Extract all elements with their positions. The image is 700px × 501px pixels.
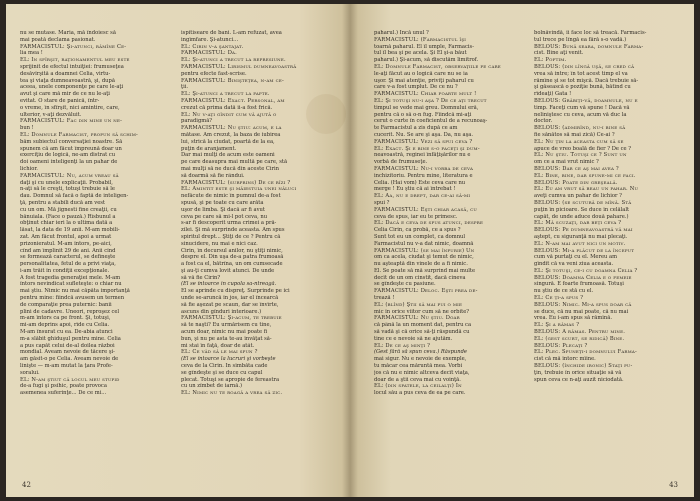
text-line: EL: (din spatele, la ceilalţi) În: [374, 383, 462, 390]
text-line: EL: (gest scurt, se ridică) Bine.: [534, 335, 625, 342]
text-line: ispitiseare de bani. L-am refuzat, avea: [181, 30, 282, 36]
text-line: FARMACISTUL: Da.: [181, 50, 237, 57]
text-line: EL: Cirin v-a şantajat.: [181, 43, 244, 50]
text-line: EL: Bine, bine, dar spune-mi ce faci.: [534, 172, 636, 179]
text-line: spunem că am făcut împreună doar un: [20, 145, 122, 152]
text-line: sinucidere, nu mai e nici caz.: [181, 240, 258, 247]
text-line: te Farmacistul a zis după ce am: [374, 125, 458, 132]
text-line: Celia Cirin, ca probă, ce a spus ?: [374, 227, 461, 234]
text-line: nefăcute de nimic în pumnul de-a fost: [181, 193, 281, 200]
text-line: fie sănătos să mai zică) Ce-ai ?: [534, 131, 615, 138]
text-line: s-ar fi descoperit urma crimei a pră-: [181, 220, 277, 227]
text-line: FARMACISTUL: (surprins) De ce rîzi ?: [181, 179, 291, 186]
text-line: cist că mă întorc mîine.: [534, 356, 596, 363]
text-line: BELOUS: Doamna Celia e o femeie: [534, 274, 632, 281]
text-line: toarnă paharul. El îl umple, Farmacis-: [374, 43, 474, 50]
text-line: M-am însurat cu ea. De-abia atunci: [20, 329, 113, 336]
text-line: şi au-ţi cumva lovit atunci. De unde: [181, 267, 275, 274]
text-line: a fost ca el, bătrîna, un om cumsecade: [181, 261, 283, 268]
text-line: i-am trăit în condiţii excepţionale.: [20, 267, 110, 274]
text-line: soralui.: [20, 369, 40, 376]
text-line: să doarmă să fie rândui.: [181, 172, 245, 179]
text-line: doi oameni inteligenţi la un pahar de: [20, 159, 118, 166]
text-line: Cirin, în decursul anilor, nu ştiţi nimic,: [181, 247, 283, 254]
text-line: trează !: [374, 295, 395, 302]
right-page-column-1: [374, 30, 524, 473]
text-line: FARMACISTUL: Nu, acum vreau să: [20, 172, 119, 179]
text-line: mi-am deprins apoi, rîde cu Celia.: [20, 322, 110, 329]
text-line: m-am întors ca pe front. Şi, totuşi,: [20, 315, 111, 322]
text-line: plecat. Totuşi se apropie de fereastra: [181, 376, 280, 383]
text-line: ceva de la Cirin. În sîmbăta cade: [181, 363, 268, 370]
text-line: să te naşti? Eu urmărisem cu tine,: [181, 322, 272, 329]
text-line: bolnăvindă, îi face loc să treacă. Farmacis-: [534, 30, 647, 36]
text-line: paharul.) Încă unul ?: [374, 30, 429, 36]
text-line: EL: Poftim.: [534, 57, 567, 64]
text-line: EL: N-am mai avut nici un motiv.: [534, 240, 626, 247]
text-line: să fie aşezat pe scaun, dar se învîrte,: [181, 301, 279, 308]
book-spread: [6, 4, 694, 497]
text-line: spun ceva ce n-aţi auzit niciodată.: [534, 376, 624, 383]
text-line: vorbă de frumuseţe.: [374, 159, 428, 166]
text-line: mai mulţi să ne ducă din aceste Cirin: [181, 165, 280, 172]
text-line: ascuns din gînduri interioare.): [181, 308, 262, 315]
text-line: BELOUS: (admirînd, nu-i bine să: [534, 125, 626, 132]
text-line: doctor.: [534, 118, 553, 125]
text-line: lui, strică la ciudat, poartă de la ea,: [181, 138, 275, 145]
text-line: se gîndeşte şi se duce cu capul: [181, 369, 263, 376]
text-line: inchizitoriu. Pentru mine, literatura e: [374, 172, 473, 179]
right-page-number: 43: [669, 481, 678, 489]
text-line: ţă, pentru a stabili ducă am vest: [20, 199, 106, 206]
text-line: (El se întoarce în cupola sa-ntreagă.: [181, 281, 277, 288]
text-line: desăvîrşită a doamnei Celia, virtu-: [20, 70, 111, 77]
text-line: FARMACISTUL: Nu ştiu: acum, e la: [181, 125, 282, 132]
text-line: pe care deasupra mai multă pe care, stă: [181, 159, 288, 166]
text-line: BELOUS: (se scutură de mînă. Stă: [534, 199, 632, 206]
right-page-column-2: [534, 30, 684, 473]
text-line: timp. Faceţi cum vă spune ! Dacă vă: [534, 104, 630, 111]
text-line: FARMACISTUL: Nu ştiu. Doar: [374, 315, 460, 322]
text-line: FARMACISTUL: Chiar foarte mult !: [374, 91, 477, 98]
text-line: lăsat, la data de 19 anii. M-am mobili-: [20, 227, 120, 234]
text-line: EL: Şi-atunci a trecut la fapte.: [181, 91, 270, 98]
text-line: zat. Am făcut frontul, apoi a urmat: [20, 233, 112, 240]
text-line: tul trece pe lîngă ea fără s-o vadă.): [534, 36, 627, 43]
text-line: asemenea suferinţe... De ce mi...: [20, 390, 107, 397]
text-line: dau. Domnul să facă o faptă de inteligen-: [20, 193, 129, 200]
text-line: EL: Dacă e ceva de spus atunci, despre: [374, 220, 484, 227]
text-line: se duce, că nu mai poate, că nu mai: [534, 308, 629, 315]
text-line: m-a slăbit ghiduşul pentru mine. Celia: [20, 335, 121, 342]
text-line: A fost tragedia generaţiei mele. M-am: [20, 274, 121, 281]
text-line: despre el. Din uşa de-a patra frumoasă: [181, 254, 284, 261]
text-line: FARMACISTUL: Exact. Personal, am: [181, 97, 285, 104]
text-line: FARMACISTUL: (Farmacistul îşi: [374, 36, 467, 43]
text-line: nu aşteaptă din vinele de a fi nimic.: [374, 261, 468, 268]
text-line: linişte — m-am mutat la ţara Profe-: [20, 363, 113, 370]
text-line: cu un om. Mă jignesti fine creaţii, cu: [20, 206, 117, 213]
text-line: EL: De ce aş minţi ?: [374, 342, 431, 349]
text-line: El. Se poate să mă surprind mai multe: [374, 267, 476, 274]
text-line: locul său a pus ceva de ea pe care.: [374, 390, 466, 397]
text-line: cucerit. Nu. Se are şi aşa. Da, nu aşa.: [374, 131, 473, 138]
text-line: FARMACISTUL: Şi-acum, te trebuie: [181, 315, 282, 322]
text-line: EL: N-am ştiut că locul meu stupid: [20, 376, 120, 383]
text-line: BELOUS: Plecaţi ?: [534, 342, 588, 349]
text-line: apuce de vreo boală de fier ? De ce ?: [534, 145, 632, 152]
left-page-columns: [20, 30, 332, 473]
text-line: EL: Nimic nu te roagă a vrea să zic.: [181, 390, 283, 397]
text-line: EL: Exact. Şi e bine s-o faceţi şi dum-: [374, 145, 480, 152]
text-line: pentru efecte fast-scrise.: [181, 70, 247, 77]
text-line: tea şi viaţa dumneavoastră, şi, după: [20, 77, 115, 84]
text-line: EL: Amintit este şi măiestuia unei năluci: [181, 186, 297, 193]
text-line: le-aţi făcut au o logică care nu se ia: [374, 70, 468, 77]
text-line: spusă, şi pe toate cu care arăta: [181, 199, 264, 206]
text-line: cum vă purtaţi cu el. Mereu am: [534, 254, 618, 261]
text-line: doar de a ştii ceva mai cu voinţă.: [374, 376, 461, 383]
text-line: om ce a mai vrut nimic ?: [534, 159, 599, 166]
text-line: întors nevindicat sufleteşte: o chiar nu: [20, 281, 122, 288]
text-line: El se aprinde cu dispreţ. Surprinde pe ici: [181, 288, 290, 295]
text-line: decît de un om cinstit, dacă cineva: [374, 274, 466, 281]
text-line: exerciţiu de logică, ne-am distrat cu: [20, 152, 116, 159]
text-line: BELOUS: Bună seara, domnule Farma-: [534, 43, 644, 50]
text-line: aceea, unele componenţe pe care le-aţi: [20, 84, 124, 91]
right-page-columns: [374, 30, 684, 473]
text-line: n-aţi să le creşti, totuşi trebuie să le: [20, 186, 115, 193]
text-line: FARMACISTUL: Binişteţea, n-am ce-: [181, 77, 284, 84]
text-line: BELOUS: Dar ce aş mai avea ?: [534, 165, 619, 172]
text-line: uşor. Şi mai atenţie, priviţi paharul cu: [374, 77, 474, 84]
text-line: băm subiectul conversaţiei noastre. Să: [20, 138, 123, 145]
left-page-column-1: [20, 30, 171, 473]
text-line: neavoastră, reginei înfăţişărilor nu e: [374, 152, 471, 159]
text-line: FARMACISTUL: Vezi să spui ceva ?: [374, 138, 473, 145]
text-line: FARMACISTUL: Fac din mine un ne-: [20, 118, 123, 125]
left-page: [6, 4, 350, 497]
text-line: personalitatea, fetul de a privi viaţa,: [20, 261, 116, 268]
text-line: EL: Mă scuzaţi, dar beţi ceva ?: [534, 220, 622, 227]
text-line: Farmacistul nu v-a dat nimic, doamnă: [374, 240, 474, 247]
text-line: FARMACISTUL: (se mai înfurie) Un: [374, 247, 475, 254]
text-line: ceva de spus, iar eu te primesc.: [374, 213, 458, 220]
text-line: rămîne şi se tot mişcă. Dacă trebuie să-: [534, 77, 639, 84]
text-line: EL: Eu am vrut să beau un pahar. Nu: [534, 186, 639, 193]
left-page-number: 42: [22, 481, 31, 489]
text-line: puţin în picioare. Se duce în celălalt: [534, 206, 630, 213]
text-line: vrea să intre; în tot acest timp el va: [534, 70, 628, 77]
text-line: EL: (blînd) Ştii să mai pui o mie: [374, 301, 463, 308]
text-line: acum doar, nimic nu mai poate fi: [181, 329, 268, 336]
text-line: spiritul drept... Ştiţi de ce ? Pentru că: [181, 233, 281, 240]
text-line: mai ştiu. Nimic nu mai căpăta importanţă: [20, 288, 130, 295]
text-line: am găsit-o pe Celia. Aveam nevoie de: [20, 356, 119, 363]
text-line: paharul.) Şi-acum, să discutăm limitrof.: [374, 57, 479, 64]
text-line: paradigmă?: [181, 118, 213, 125]
text-line: uşor de limba. Şi dacă ar fi avut: [181, 206, 265, 213]
text-line: mic în orice viitor cum să ne orbite?: [374, 308, 470, 315]
text-line: cînd am împlinit 29 de ani. Anii cînd: [20, 247, 116, 254]
text-line: EL: Nu v-aţi gîndit cum vă ajută o: [181, 111, 277, 118]
text-line: BELOUS: Pe dumneavoastră vă mai: [534, 227, 633, 234]
text-line: se gîndeşte cu pasiune.: [374, 281, 436, 288]
text-line: ţin, trebuie în orice situaţie să vă: [534, 369, 622, 376]
text-line: EL: Aa, nu e drept, dar ce-ai să-mi: [374, 193, 471, 200]
text-line: gîndit că va veni ziua aceasta.: [534, 261, 614, 268]
text-line: bun, şi nu pe asta te-au învăţat să-: [181, 335, 272, 342]
text-line: unde se-aruncă în jos, iar el încearcă: [181, 295, 279, 302]
text-line: sprijinit de efectul intuiţiei: frumuseţea: [20, 63, 124, 70]
text-line: nu se mutase. Maria, mă îndoiesc să: [20, 30, 116, 36]
text-line: capăt, de unde aduce două pahare.): [534, 213, 629, 220]
text-line: cist. Bine aţi venit.: [534, 50, 584, 57]
text-line: timpul se vede mai greu. Domnului eră,: [374, 104, 479, 111]
text-line: vrea. Eu i-am spus să rămînă.: [534, 315, 612, 322]
text-line: BELOUS: A rămas. Pentru mine.: [534, 329, 626, 336]
text-line: (Gest fără să spun ceva.) Răspunde: [374, 349, 467, 356]
text-line: pentru mine: fiindcă avusem un termen: [20, 295, 125, 302]
text-line: o vreme, în sfîrşit, nici amintire, care,: [20, 104, 120, 111]
text-line: FARMACISTUL: Nu-i vorba de ceva: [374, 165, 474, 172]
text-line: Celia. (Hai vom) Este ceva care nu: [374, 179, 466, 186]
text-line: bănuiala. (Face o pauză.) Rîsbunul a: [20, 213, 116, 220]
text-line: Sunt tot eu un complet, ca domnul: [374, 233, 466, 240]
text-line: BELOUS: Grăbiţi-vă, doamnule, nu e: [534, 97, 638, 104]
text-line: neliniştesc cu ceva, acum vă duc la: [534, 111, 627, 118]
text-line: nu ştiu de ce stă cu el.: [534, 288, 594, 295]
text-line: BELOUS: Nimic. Mi-a spus doar că: [534, 301, 632, 308]
text-line: ceva pe care să mi-l pot ceva, nu: [181, 213, 268, 220]
text-line: să vă fie Cirin?: [181, 274, 221, 281]
text-line: EL: Nu ştiu. Totuşi ce ? Sunt un: [534, 152, 627, 159]
text-line: puţin de aranjament.: [181, 145, 237, 152]
text-line: de-a fugi şi psihic, poate provoca: [20, 383, 107, 390]
text-line: EL: Domnule Farmacist, observaţiile pe care: [374, 63, 501, 70]
text-line: mai poată declama pasionat.: [20, 36, 96, 43]
text-line: EL: Domnule Farmacist, propun să schim-: [20, 131, 139, 138]
text-line: EL: Şi-atunci a trecut la represiune.: [181, 57, 286, 64]
text-line: mătase. Am crezut, la baza de iubirea: [181, 131, 281, 138]
text-line: aştept, cu siguranţă nu mai plecaţi.: [534, 233, 628, 240]
text-line: FARMACISTUL: Eşti chiar acasă, cu: [374, 206, 478, 213]
text-line: mondial. Aveam nevoie de tăcere şi-: [20, 349, 115, 356]
text-line: singură. E foarte frumoasă. Totuşi: [534, 281, 624, 288]
text-line: ulterior, v-aţi dezvăluit.: [20, 111, 82, 118]
text-line: cu un zîmbet de iarnă.): [181, 383, 243, 390]
text-line: care v-a fost umplut. De ce nu ?: [374, 84, 458, 91]
text-line: FARMACISTUL: Şi-atunci, rămîne Ce-: [20, 43, 127, 50]
text-line: EL: Şi totuşi nu-i aşa ? De ce aţi trecut: [374, 97, 487, 104]
text-line: EL: Nu ţin la aceasta cum să se: [534, 138, 624, 145]
text-line: EL: Şi a rămas ?: [534, 322, 580, 329]
text-line: de comparaţie prea puternic: banii: [20, 301, 112, 308]
text-line: BELOUS: Poate din greşeală.: [534, 179, 618, 186]
text-line: că până la un moment dat, pentru ca: [374, 322, 472, 329]
text-line: evitat. O stare de panică, într-: [20, 97, 100, 104]
text-line: BELOUS: Mi-a plăcut de la început: [534, 247, 635, 254]
left-page-column-2: [181, 30, 332, 473]
text-line: a pus capăt celui de-al doilea război: [20, 342, 115, 349]
text-line: şi găsească o poziţie bună, bătînd cu: [534, 84, 631, 91]
text-line: tu măcar cea măruntă mea. Vorbi: [374, 363, 463, 370]
text-line: (El se întoarce la lucruri şi vorbeşte: [181, 356, 276, 363]
text-line: EL: Şi totuşi, ce-i cu doamna Celia ?: [534, 267, 638, 274]
text-line: BELOUS: (închide ironic) Staţi pu-: [534, 363, 633, 370]
text-line: EL: Plec. Spuneţi-i domnului Farma-: [534, 349, 637, 356]
text-line: pentru că o să o-n fug. Fiindcă mi-aţi: [374, 111, 472, 118]
text-line: EL: În sfîrşit, raţionamentul meu este: [20, 57, 130, 64]
text-line: merge ! Eu ştiu că ai întrebat !: [374, 186, 456, 193]
text-line: FARMACISTUL: Lirismul dumneavoastră: [181, 63, 297, 70]
text-line: Dar mai mulţi de acum este oameni: [181, 152, 275, 159]
text-line: tine ce e nevoie să ne ajutăm.: [374, 335, 453, 342]
text-line: BELOUS: (din lîngă uşă, se cred că: [534, 63, 635, 70]
text-line: zilei. Şi mă surprinde aceasta. Am spus: [181, 227, 285, 234]
text-line: spui ?: [374, 199, 390, 206]
text-line: să vadă şi că orice să-ţi răspundă cu: [374, 329, 470, 336]
text-line: crezut că prima dată ii-a fost frică.: [181, 104, 273, 111]
text-line: lia mea !: [20, 50, 43, 57]
text-line: obţinut chiar ieri la o ultima dată a: [20, 220, 113, 227]
text-line: EL: Ce văd să le mai spun ?: [181, 349, 258, 356]
text-line: daţi şi cu unele explicaţii. Probabil,: [20, 179, 113, 186]
text-line: rîdeaţi) Gata !: [534, 91, 572, 98]
text-line: bun !: [20, 125, 34, 132]
text-line: jos că nu e nimic altceva decît viaţa,: [374, 369, 470, 376]
text-line: cerut o curte în coeficientul de a recunoaş-: [374, 118, 488, 125]
text-line: tul îl bea şi pe acela. Şi El şi-a băut: [374, 50, 467, 57]
text-line: FARMACISTUL: Deloc. Eşti prea de-: [374, 288, 478, 295]
text-line: om ca acela, ciudat şi temut de nimic,: [374, 254, 474, 261]
text-line: mi stai în faţă, doar de atât.: [181, 342, 255, 349]
text-line: prizonieratul. M-am întors, pe-aici,: [20, 240, 112, 247]
text-line: EL: Ce ţi-a spus ?: [534, 295, 584, 302]
right-page: [350, 4, 694, 497]
text-line: se formează caracterul, se defineşte: [20, 254, 116, 261]
text-line: lichior.: [20, 165, 38, 172]
text-line: avut şi care mă mir de ce nu le-aţi: [20, 91, 110, 98]
text-line: ţii.: [181, 84, 189, 91]
text-line: aveţi cumva un pahar de lichior ?: [534, 193, 622, 200]
text-line: plini de cadavre. Uneori, reproşez cel: [20, 308, 120, 315]
text-line: ingîmfare. Şi-atunci...: [181, 36, 239, 43]
text-line: mai sigur. Nu e nevoie de exemple,: [374, 356, 467, 363]
